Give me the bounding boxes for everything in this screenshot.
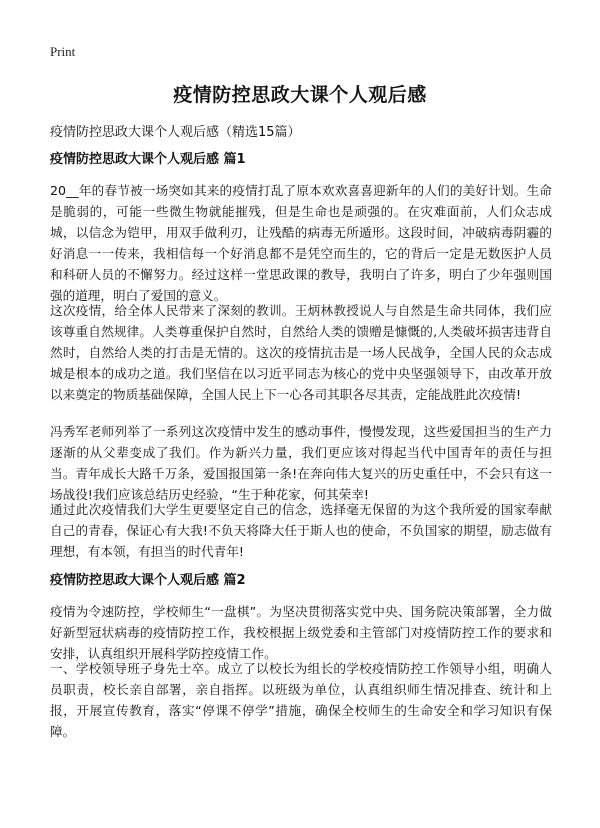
paragraph-3: 冯秀军老师列举了一系列这次疫情中发生的感动事件，慢慢发现，这些爱国担当的生产力逐渐的从父辈变成了我们。作为新兴力量，我们更应该对得起当代中国青年的责任与担当。青年成长大路千万条，爱国报国第一条!在奔向伟大复兴的历史重任中，不会只有这一场战役!我们应该总结历史经验，“生于种花家，何其荣幸! — [50, 424, 552, 502]
paragraph-2: 这次疫情，给全体人民带来了深刻的教训。王炳林教授说人与自然是生命共同体，我们应该尊重自然规律。人类尊重保护自然时，自然给人类的馈赠是慷慨的,人类破坏损害违背自然时，自然给人类的打击是无情的。这次的疫情抗击是一场人民战争，全国人民的众志成城是根本的成功之道。我们坚信在以习近平同志为核心的党中央坚强领导下，由改革开放以来奠定的物质基础保障，全国人民上下一心各司其职各尽其责，定能战胜此次疫情! — [50, 303, 552, 402]
print-label: Print — [50, 44, 76, 59]
paragraph-4: 通过此次疫情我们大学生更要坚定自己的信念，选择毫无保留的为这个我所爱的国家奉献自己的青春，保证心有大我!不负天将降大任于斯人也的使命，不负国家的期望，励志做有理想，有本领，有担当的时代青年! — [50, 502, 552, 559]
section-heading-2: 疫情防控思政大课个人观后感 篇2 — [50, 573, 246, 588]
paragraph-6: 一、学校领导班子身先士卒。成立了以校长为组长的学校疫情防控工作领导小组，明确人员职责，校长亲自部署，亲自指挥。以班级为单位，认真组织师生情况排查、统计和上报，开展宣传教育，落实“停课不停学”措施，确保全校师生的生命安全和学习知识有保障。 — [50, 661, 552, 739]
paragraph-5: 疫情为令速防控，学校师生“一盘棋”。为坚决贯彻落实党中央、国务院决策部署，全力做好新型冠状病毒的疫情防控工作，我校根据上级党委和主管部门对疫情防控工作的要求和安排，认真组织开展科学防控疫情工作。 — [50, 604, 552, 661]
document-title: 疫情防控思政大课个人观后感 — [173, 84, 427, 106]
section-heading-1: 疫情防控思政大课个人观后感 篇1 — [50, 152, 246, 167]
document-subtitle: 疫情防控思政大课个人观后感（精选15篇） — [50, 125, 301, 140]
paragraph-1: 20__年的春节被一场突如其来的疫情打乱了原本欢欢喜喜迎新年的人们的美好计划。生命是脆弱的，可能一些微生物就能摧残，但是生命也是顽强的。在灾难面前，人们众志成城，以信念为铠甲，用双手做利刃，让残酷的病毒无所遁形。这段时间，冲破病毒阴霾的好消息一一传来，我相信每一个好消息都不是凭空而生的，它的背后一定是无数医护人员和科研人员的不懈努力。经过这样一堂思政课的教导，我明白了许多，明白了少年强则国强的道理，明白了爱国的意义。 — [50, 183, 552, 303]
